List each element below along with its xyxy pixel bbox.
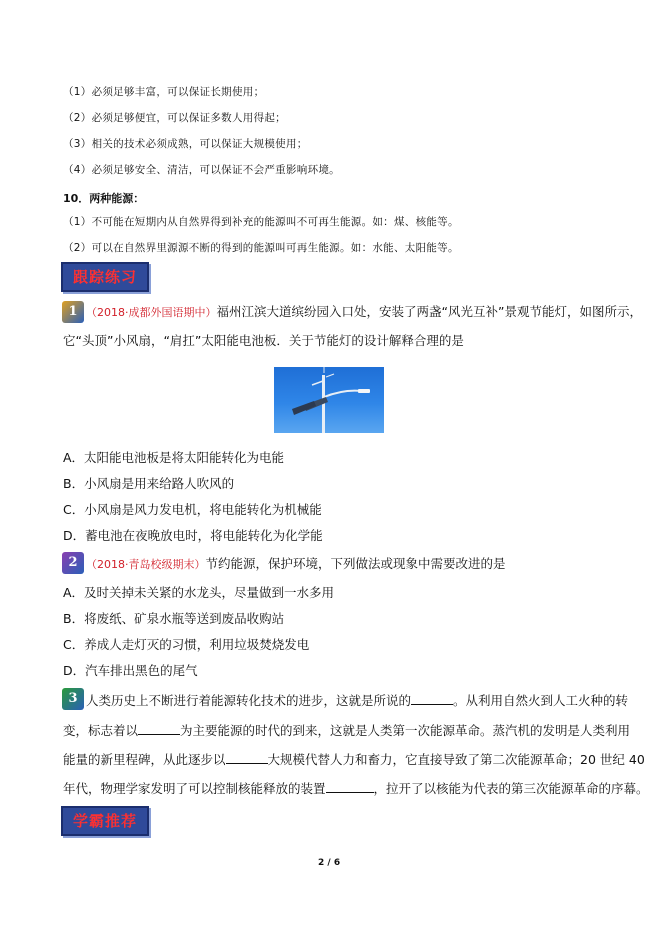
question-stem-text: 节约能源，保护环境，下列做法或现象中需要改进的是 (205, 556, 506, 571)
answer-blank[interactable] (138, 722, 180, 735)
question-number: 2 (68, 555, 78, 570)
question-number: 1 (68, 304, 78, 319)
question-source: （2018·青岛校级期末） (86, 558, 206, 571)
condition-line: （1）必须足够丰富，可以保证长期使用； (63, 86, 265, 98)
condition-line: （2）必须足够便宜，可以保证多数人用得起； (63, 112, 286, 124)
section-item: （2）可以在自然界里源源不断的得到的能源叫可再生能源。如：水能、太阳能等。 (63, 242, 459, 254)
page-number: 2 / 6 (318, 858, 341, 868)
option-b: B．将废纸、矿泉水瓶等送到废品收购站 (63, 611, 285, 626)
text-segment: 为主要能源的时代的到来，这就是人类第一次能源革命。蒸汽机的发明是人类利用 (180, 723, 631, 738)
option-c: C．小风扇是风力发电机，将电能转化为机械能 (63, 502, 322, 517)
answer-blank[interactable] (326, 780, 374, 793)
text-segment: ，拉开了以核能为代表的第三次能源革命的序幕。 (373, 781, 649, 796)
option-c: C．养成人走灯灭的习惯，利用垃圾焚烧发电 (63, 637, 310, 652)
question-stem-cont: 它“头顶”小风扇，“肩扛”太阳能电池板．关于节能灯的设计解释合理的是 (63, 333, 464, 348)
fill-blank-line (63, 780, 649, 797)
fill-blank-line (86, 692, 628, 709)
condition-line: （4）必须足够安全、清洁，可以保证不会严重影响环境。 (63, 164, 340, 176)
condition-line: （3）相关的技术必须成熟，可以保证大规模使用； (63, 138, 308, 150)
question-stem-text: 福州江滨大道缤纷园入口处，安装了两盏“风光互补”景观节能灯，如图所示， (216, 304, 642, 319)
question-stem (86, 304, 642, 321)
street-lamp-icon (274, 367, 384, 433)
option-d: D．汽车排出黑色的尾气 (63, 663, 198, 678)
question-number-icon (62, 688, 84, 710)
question-number: 3 (68, 691, 78, 706)
question-stem (86, 556, 506, 573)
option-a: A．及时关掉未关紧的水龙头，尽量做到一水多用 (63, 585, 335, 600)
option-b: B．小风扇是用来给路人吹风的 (63, 476, 235, 491)
fill-blank-line (63, 751, 645, 768)
section-heading: 10．两种能源： (63, 192, 145, 205)
street-lamp-image (274, 367, 384, 433)
option-a: A．太阳能电池板是将太阳能转化为电能 (63, 450, 285, 465)
text-segment: 人类历史上不断进行着能源转化技术的进步，这就是所说的 (86, 693, 412, 708)
practice-banner: 跟踪练习 (61, 262, 149, 292)
text-segment: 年代，物理学家发明了可以控制核能释放的装置 (63, 781, 326, 796)
text-segment: 变，标志着以 (63, 723, 139, 738)
answer-blank[interactable] (411, 692, 453, 705)
text-segment: 能量的新里程碑，从此逐步以 (63, 752, 226, 767)
answer-blank[interactable] (226, 751, 268, 764)
option-d: D．蓄电池在夜晚放电时，将电能转化为化学能 (63, 528, 323, 543)
question-number-icon (62, 301, 84, 323)
question-number-icon (62, 552, 84, 574)
recommend-banner: 学霸推荐 (61, 806, 149, 836)
text-segment: 。从利用自然火到人工火种的转 (453, 693, 629, 708)
question-source: （2018·成都外国语期中） (86, 306, 217, 319)
fill-blank-line (63, 722, 630, 739)
section-item: （1）不可能在短期内从自然界得到补充的能源叫不可再生能源。如：煤、核能等。 (63, 216, 459, 228)
text-segment: 大规模代替人力和畜力，它直接导致了第二次能源革命；20 世纪 40 (267, 752, 645, 767)
